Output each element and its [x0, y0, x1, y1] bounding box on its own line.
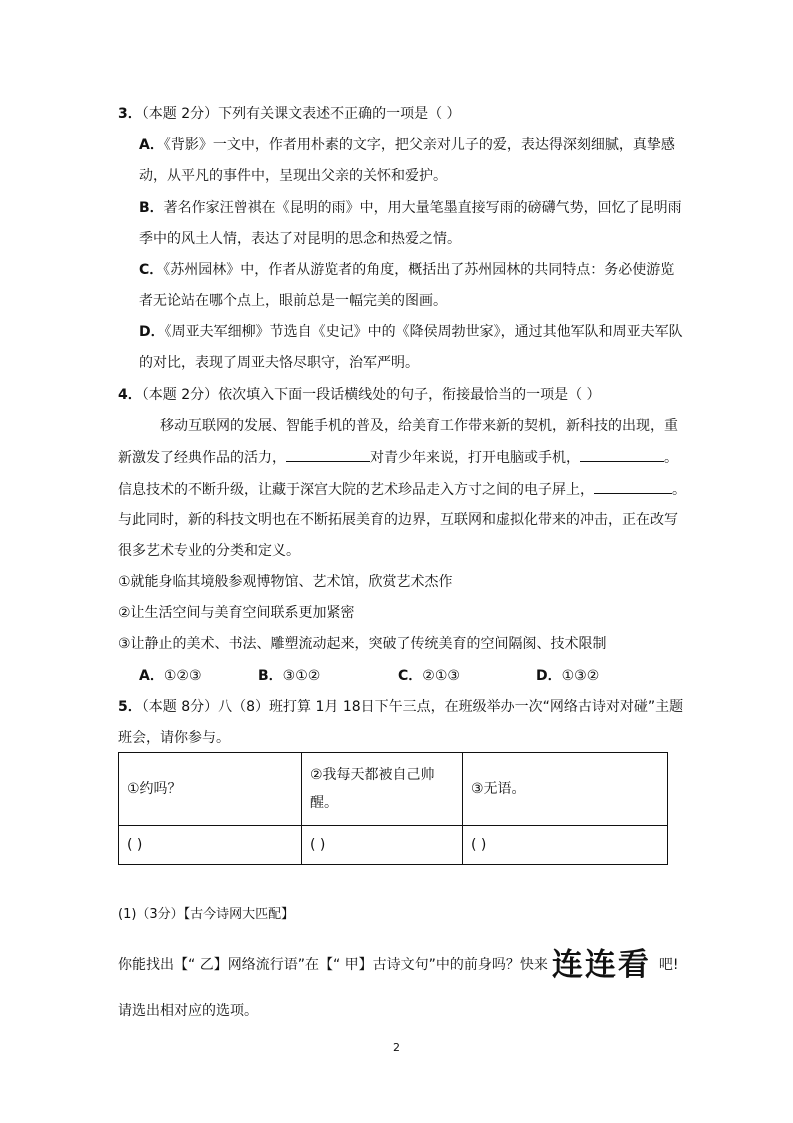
q4-sentence-1: ①就能身临其境般参观博物馆、艺术馆，欣赏艺术杰作 [118, 574, 453, 590]
q5-score: （本题 8分） [141, 699, 219, 715]
q3-option-c-line2: 者无论站在哪个点上，眼前总是一幅完美的图画。 [139, 293, 447, 309]
q4-passage-line5: 很多艺术专业的分类和定义。 [118, 543, 300, 559]
q3-option-c-line1 [139, 260, 674, 280]
q4-stem-text: 依次填入下面一段话横线处的句子，衔接最恰当的一项是（ ） [218, 387, 601, 403]
q4-passage-line4: 与此同时，新的科技文明也在不断拓展美育的边界，互联网和虚拟化带来的冲击，正在改写 [118, 512, 678, 528]
q4-choice-d-text: ①③② [561, 668, 600, 684]
q4-choice-c-label: C． [398, 668, 423, 684]
fill-blank-2[interactable] [580, 447, 664, 462]
q5-stem-line2: 班会，请你参与。 [118, 730, 230, 746]
q5-sub1-line2: 请选出相对应的选项。 [118, 1003, 258, 1019]
q5-stem-line1 [118, 697, 683, 717]
q3-option-b-label: B． [139, 200, 164, 216]
q4-passage-text2b: 对青少年来说，打开电脑或手机， [370, 450, 580, 466]
q3-option-b-text1: 著名作家汪曾祺在《昆明的雨》中，用大量笔墨直接写雨的磅礴气势，回忆了昆明雨 [163, 200, 682, 216]
q5-sub1-text-b: 吧! [658, 957, 679, 973]
table-row [119, 826, 668, 865]
q4-choice-a-text: ①②③ [163, 668, 202, 684]
q3-stem [118, 104, 461, 124]
answer-cell-2[interactable]: ( ) [302, 826, 463, 865]
q4-sentence-3: ③让静止的美术、书法、雕塑流动起来，突破了传统美育的空间隔阂、技术限制 [118, 636, 607, 652]
q4-number: 4． [118, 387, 142, 403]
lianliankan-brush-title: 连连看 [551, 947, 651, 983]
table-cell-1: ①约吗？ [119, 753, 302, 826]
q4-passage-text3a: 信息技术的不断升级，让藏于深宫大院的艺术珍品走入方寸之间的电子屏上， [118, 482, 594, 498]
q3-option-c-text1: 《苏州园林》中，作者从游览者的角度，概括出了苏州园林的共同特点：务必使游览 [163, 262, 675, 278]
q5-sub1-title: (1)（3分）【古今诗网大匹配】 [118, 907, 295, 922]
q3-stem-text: 下列有关课文表述不正确的一项是（ ） [218, 106, 461, 122]
q3-option-a-line2: 动，从平凡的事件中，呈现出父亲的关怀和爱护。 [139, 168, 447, 184]
q3-option-b-line2: 季中的风土人情，表达了对昆明的思念和热爱之情。 [139, 231, 461, 247]
q3-option-b-line1 [139, 198, 682, 218]
q4-passage-line1: 移动互联网的发展、智能手机的普及，给美育工作带来新的契机，新科技的出现，重 [160, 418, 678, 434]
table-cell-2 [302, 753, 463, 826]
q4-passage-line3 [118, 479, 686, 500]
q4-choice-a[interactable] [139, 666, 202, 686]
q5-matching-table [118, 752, 668, 865]
q3-option-c-label: C． [139, 262, 164, 278]
q4-sentence-2: ②让生活空间与美育空间联系更加紧密 [118, 605, 355, 621]
table-cell-3: ③无语。 [463, 753, 668, 826]
q4-choice-b-text: ③①② [282, 668, 321, 684]
q4-choice-c-text: ②①③ [422, 668, 460, 684]
q3-option-a-label: A． [139, 137, 164, 153]
q5-number: 5． [118, 699, 142, 715]
fill-blank-1[interactable] [286, 447, 370, 462]
q3-option-d-line2: 的对比，表现了周亚夫恪尽职守，治军严明。 [139, 355, 419, 371]
q4-choice-c[interactable] [398, 666, 460, 686]
q4-score: （本题 2分） [141, 387, 219, 403]
q3-number: 3． [118, 106, 142, 122]
q5-sub1-text-a: 你能找出【“ 乙】网络流行语”在【“ 甲】古诗文句”中的前身吗？快来 [118, 957, 548, 973]
q4-choice-b-label: B． [258, 668, 283, 684]
answer-cell-3[interactable]: ( ) [463, 826, 668, 865]
q5-sub1-line1 [118, 947, 679, 983]
fill-blank-3[interactable] [594, 479, 672, 494]
q4-passage-line2 [118, 447, 678, 468]
q3-option-d-text1: 《周亚夫军细柳》节选自《史记》中的《降侯周勃世家》，通过其他军队和周亚夫军队 [164, 324, 683, 340]
q3-option-d-label: D． [139, 324, 165, 340]
table-cell-2-line1: ②我每天都被自己帅 [310, 767, 435, 783]
q4-choice-d-label: D． [536, 668, 562, 684]
q4-passage-text2a: 新激发了经典作品的活力， [118, 450, 286, 466]
q3-option-a-line1 [139, 135, 675, 155]
q5-stem-text1: 八（8）班打算 1月 18日下午三点，在班级举办一次“网络古诗对对碰”主题 [218, 699, 684, 715]
q3-score: （本题 2分） [141, 106, 219, 122]
q4-choice-b[interactable] [258, 666, 320, 686]
page-number: 2 [393, 1041, 400, 1054]
q4-passage-text3b: 。 [672, 482, 686, 498]
table-cell-2-line2: 醒。 [310, 795, 338, 811]
q3-option-d-line1 [139, 322, 683, 342]
table-row [119, 753, 668, 826]
q4-choice-d[interactable] [536, 666, 599, 686]
answer-cell-1[interactable]: ( ) [119, 826, 302, 865]
q4-stem [118, 385, 601, 405]
q4-choice-a-label: A． [139, 668, 164, 684]
q4-passage-text2c: 。 [664, 450, 678, 466]
q3-option-a-text1: 《背影》一文中，作者用朴素的文字，把父亲对儿子的爱，表达得深刻细腻，真挚感 [163, 137, 675, 153]
